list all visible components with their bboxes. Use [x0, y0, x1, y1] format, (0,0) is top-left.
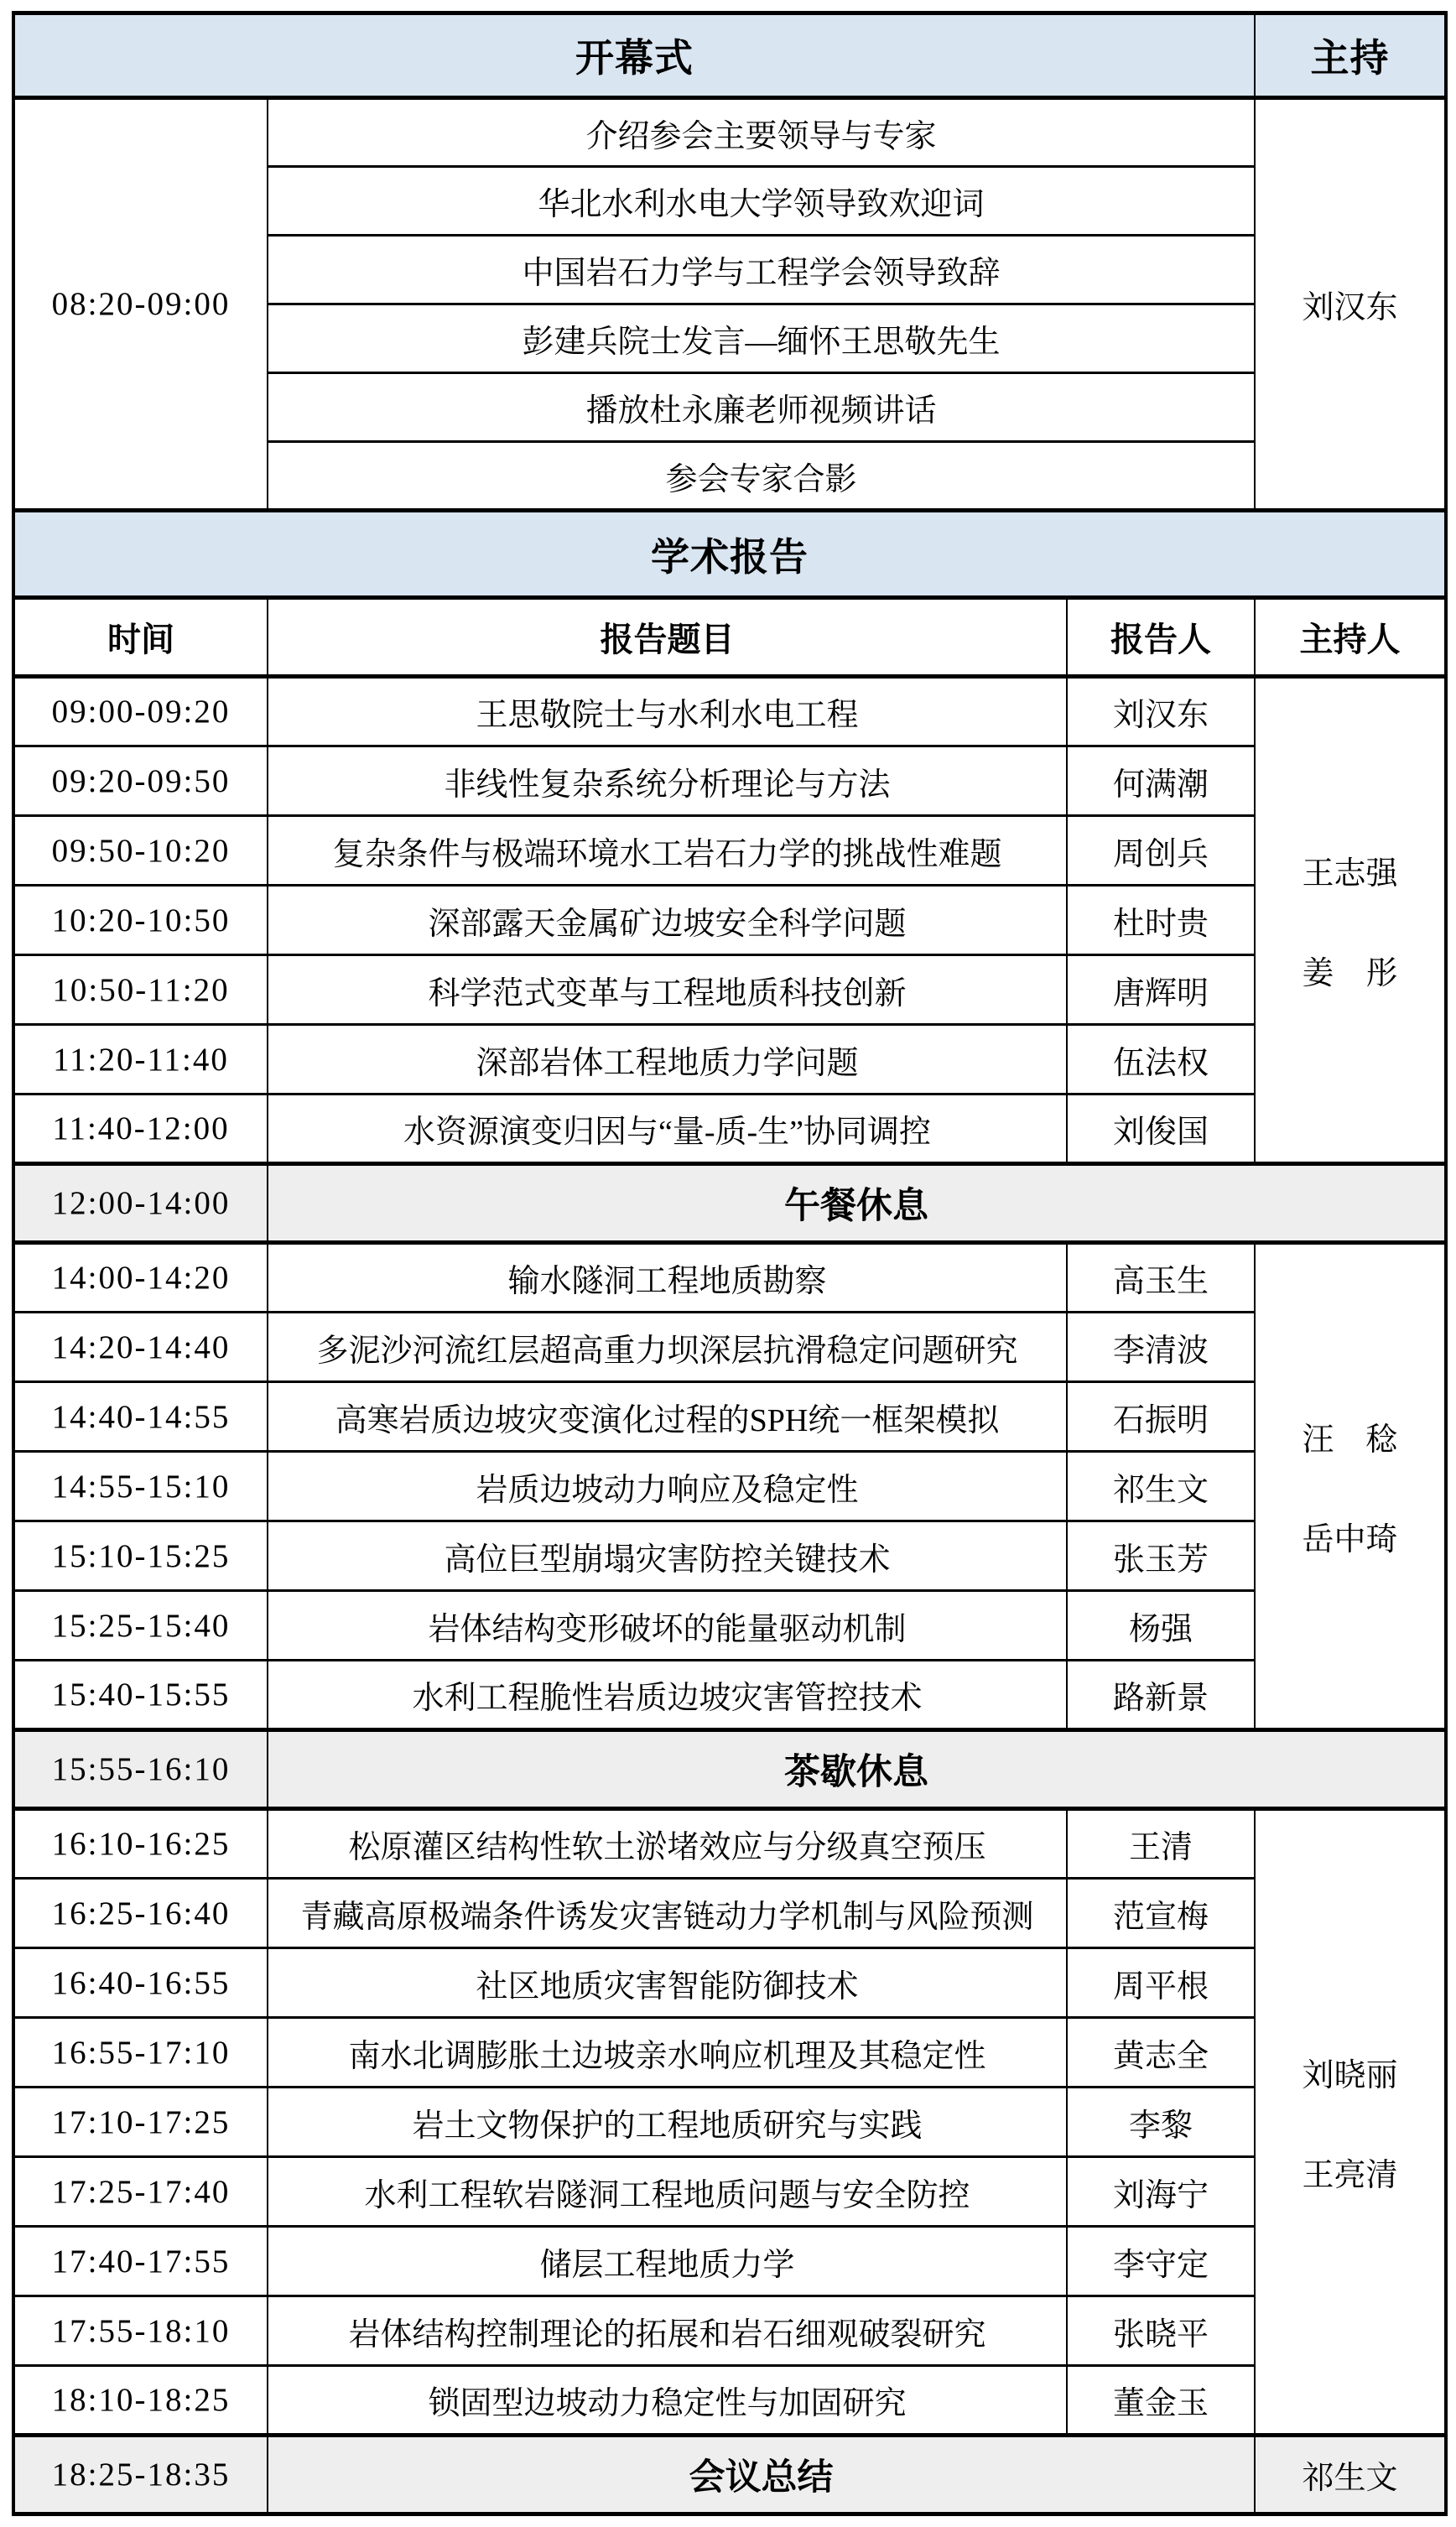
- topic-cell: 输水隧洞工程地质勘察: [268, 1243, 1067, 1313]
- report-row: [13, 2227, 1446, 2296]
- summary-time-cell: 18:25-18:35: [13, 2436, 268, 2514]
- opening-item-cell: 华北水利水电大学领导致欢迎词: [268, 167, 1255, 236]
- time-cell: 09:50-10:20: [13, 816, 268, 886]
- host-name-stack: [1256, 2049, 1444, 2195]
- report-row: [13, 816, 1446, 886]
- report-row: [13, 1879, 1446, 1948]
- time-cell: 17:10-17:25: [13, 2088, 268, 2157]
- time-cell: 17:40-17:55: [13, 2227, 268, 2296]
- presenter-cell: 刘汉东: [1067, 677, 1255, 746]
- lunch-break-row: [13, 1164, 1446, 1243]
- time-cell: 11:20-11:40: [13, 1025, 268, 1095]
- report-row: [13, 1521, 1446, 1591]
- opening-time-cell: 08:20-09:00: [13, 98, 268, 511]
- time-cell: 09:20-09:50: [13, 746, 268, 816]
- presenter-cell: 范宣梅: [1067, 1879, 1255, 1948]
- topic-cell: 高寒岩质边坡灾变演化过程的SPH统一框架模拟: [268, 1382, 1067, 1452]
- presenter-cell: 董金玉: [1067, 2366, 1255, 2436]
- opening-item-cell: 参会专家合影: [268, 442, 1255, 511]
- tea-time-cell: 15:55-16:10: [13, 1730, 268, 1809]
- opening-host-label: 主持: [1255, 13, 1446, 98]
- time-cell: 16:25-16:40: [13, 1879, 268, 1948]
- afternoon1-host-cell: [1255, 1243, 1446, 1730]
- presenter-cell: 刘俊国: [1067, 1095, 1255, 1164]
- presenter-cell: 李守定: [1067, 2227, 1255, 2296]
- time-cell: 15:10-15:25: [13, 1521, 268, 1591]
- topic-cell: 高位巨型崩塌灾害防控关键技术: [268, 1521, 1067, 1591]
- host-name: 刘晓丽: [1302, 2058, 1398, 2093]
- topic-cell: 岩体结构控制理论的拓展和岩石细观破裂研究: [268, 2296, 1067, 2366]
- topic-cell: 水资源演变归因与“量-质-生”协同调控: [268, 1095, 1067, 1164]
- presenter-cell: 王清: [1067, 1809, 1255, 1879]
- tea-break-row: [13, 1730, 1446, 1809]
- opening-banner-row: [13, 13, 1446, 98]
- presenter-cell: 刘海宁: [1067, 2157, 1255, 2227]
- presenter-cell: 张玉芳: [1067, 1521, 1255, 1591]
- topic-cell: 松原灌区结构性软土淤堵效应与分级真空预压: [268, 1809, 1067, 1879]
- opening-host-cell: 刘汉东: [1255, 98, 1446, 511]
- topic-cell: 多泥沙河流红层超高重力坝深层抗滑稳定问题研究: [268, 1313, 1067, 1382]
- presenter-cell: 石振明: [1067, 1382, 1255, 1452]
- presenter-cell: 李黎: [1067, 2088, 1255, 2157]
- time-cell: 14:00-14:20: [13, 1243, 268, 1313]
- time-cell: 14:20-14:40: [13, 1313, 268, 1382]
- report-row: [13, 1591, 1446, 1661]
- topic-cell: 岩体结构变形破坏的能量驱动机制: [268, 1591, 1067, 1661]
- report-row: [13, 955, 1446, 1025]
- time-cell: 15:25-15:40: [13, 1591, 268, 1661]
- topic-cell: 锁固型边坡动力稳定性与加固研究: [268, 2366, 1067, 2436]
- topic-cell: 岩质边坡动力响应及稳定性: [268, 1452, 1067, 1521]
- topic-cell: 王思敬院士与水利水电工程: [268, 677, 1067, 746]
- host-name: 汪 稔: [1302, 1422, 1398, 1458]
- report-row: [13, 677, 1446, 746]
- time-cell: 11:40-12:00: [13, 1095, 268, 1164]
- host-name: 王亮清: [1302, 2158, 1398, 2193]
- opening-item-cell: 播放杜永廉老师视频讲话: [268, 373, 1255, 442]
- lunch-time-cell: 12:00-14:00: [13, 1164, 268, 1243]
- topic-cell: 社区地质灾害智能防御技术: [268, 1948, 1067, 2018]
- schedule-table: [12, 11, 1448, 2516]
- report-row: [13, 1025, 1446, 1095]
- host-name-stack: [1256, 847, 1444, 993]
- header-topic: 报告题目: [268, 598, 1067, 677]
- host-name: 王志强: [1302, 856, 1398, 892]
- time-cell: 16:55-17:10: [13, 2018, 268, 2088]
- host-name-stack: [1256, 1413, 1444, 1559]
- presenter-cell: 唐辉明: [1067, 955, 1255, 1025]
- lunch-label-cell: 午餐休息: [268, 1164, 1446, 1243]
- presenter-cell: 杨强: [1067, 1591, 1255, 1661]
- presenter-cell: 周平根: [1067, 1948, 1255, 2018]
- time-cell: 17:55-18:10: [13, 2296, 268, 2366]
- topic-cell: 南水北调膨胀土边坡亲水响应机理及其稳定性: [268, 2018, 1067, 2088]
- topic-cell: 深部岩体工程地质力学问题: [268, 1025, 1067, 1095]
- summary-label-cell: 会议总结: [268, 2436, 1255, 2514]
- topic-cell: 深部露天金属矿边坡安全科学问题: [268, 886, 1067, 955]
- presenter-cell: 杜时贵: [1067, 886, 1255, 955]
- time-cell: 15:40-15:55: [13, 1661, 268, 1730]
- presenter-cell: 黄志全: [1067, 2018, 1255, 2088]
- report-row: [13, 1095, 1446, 1164]
- presenter-cell: 祁生文: [1067, 1452, 1255, 1521]
- time-cell: 16:40-16:55: [13, 1948, 268, 2018]
- topic-cell: 科学范式变革与工程地质科技创新: [268, 955, 1067, 1025]
- morning-host-cell: [1255, 677, 1446, 1164]
- report-row: [13, 1382, 1446, 1452]
- summary-host-cell: 祁生文: [1255, 2436, 1446, 2514]
- header-presenter: 报告人: [1067, 598, 1255, 677]
- report-row: [13, 2296, 1446, 2366]
- time-cell: 16:10-16:25: [13, 1809, 268, 1879]
- reports-banner-row: [13, 511, 1446, 598]
- topic-cell: 水利工程软岩隧洞工程地质问题与安全防控: [268, 2157, 1067, 2227]
- report-row: [13, 1243, 1446, 1313]
- tea-label-cell: 茶歇休息: [268, 1730, 1446, 1809]
- presenter-cell: 高玉生: [1067, 1243, 1255, 1313]
- report-row: [13, 2088, 1446, 2157]
- report-row: [13, 1661, 1446, 1730]
- topic-cell: 储层工程地质力学: [268, 2227, 1067, 2296]
- report-row: [13, 1313, 1446, 1382]
- presenter-cell: 路新景: [1067, 1661, 1255, 1730]
- presenter-cell: 周创兵: [1067, 816, 1255, 886]
- header-time: 时间: [13, 598, 268, 677]
- report-row: [13, 2366, 1446, 2436]
- report-row: [13, 1809, 1446, 1879]
- header-host: 主持人: [1255, 598, 1446, 677]
- topic-cell: 非线性复杂系统分析理论与方法: [268, 746, 1067, 816]
- presenter-cell: 张晓平: [1067, 2296, 1255, 2366]
- time-cell: 17:25-17:40: [13, 2157, 268, 2227]
- time-cell: 10:20-10:50: [13, 886, 268, 955]
- opening-item-row: [13, 98, 1446, 167]
- opening-item-cell: 彭建兵院士发言—缅怀王思敬先生: [268, 304, 1255, 373]
- reports-section-title: 学术报告: [13, 511, 1446, 598]
- column-header-row: [13, 598, 1446, 677]
- opening-section-title: 开幕式: [13, 13, 1255, 98]
- topic-cell: 岩土文物保护的工程地质研究与实践: [268, 2088, 1067, 2157]
- report-row: [13, 746, 1446, 816]
- presenter-cell: 何满潮: [1067, 746, 1255, 816]
- host-name: 姜 彤: [1302, 956, 1398, 991]
- topic-cell: 水利工程脆性岩质边坡灾害管控技术: [268, 1661, 1067, 1730]
- summary-row: [13, 2436, 1446, 2514]
- report-row: [13, 1452, 1446, 1521]
- opening-item-cell: 中国岩石力学与工程学会领导致辞: [268, 236, 1255, 304]
- time-cell: 18:10-18:25: [13, 2366, 268, 2436]
- host-name: 岳中琦: [1302, 1522, 1398, 1557]
- report-row: [13, 2018, 1446, 2088]
- report-row: [13, 1948, 1446, 2018]
- presenter-cell: 李清波: [1067, 1313, 1255, 1382]
- presenter-cell: 伍法权: [1067, 1025, 1255, 1095]
- time-cell: 09:00-09:20: [13, 677, 268, 746]
- topic-cell: 复杂条件与极端环境水工岩石力学的挑战性难题: [268, 816, 1067, 886]
- time-cell: 14:55-15:10: [13, 1452, 268, 1521]
- opening-item-cell: 介绍参会主要领导与专家: [268, 98, 1255, 167]
- time-cell: 10:50-11:20: [13, 955, 268, 1025]
- topic-cell: 青藏高原极端条件诱发灾害链动力学机制与风险预测: [268, 1879, 1067, 1948]
- afternoon2-host-cell: [1255, 1809, 1446, 2436]
- report-row: [13, 2157, 1446, 2227]
- report-row: [13, 886, 1446, 955]
- time-cell: 14:40-14:55: [13, 1382, 268, 1452]
